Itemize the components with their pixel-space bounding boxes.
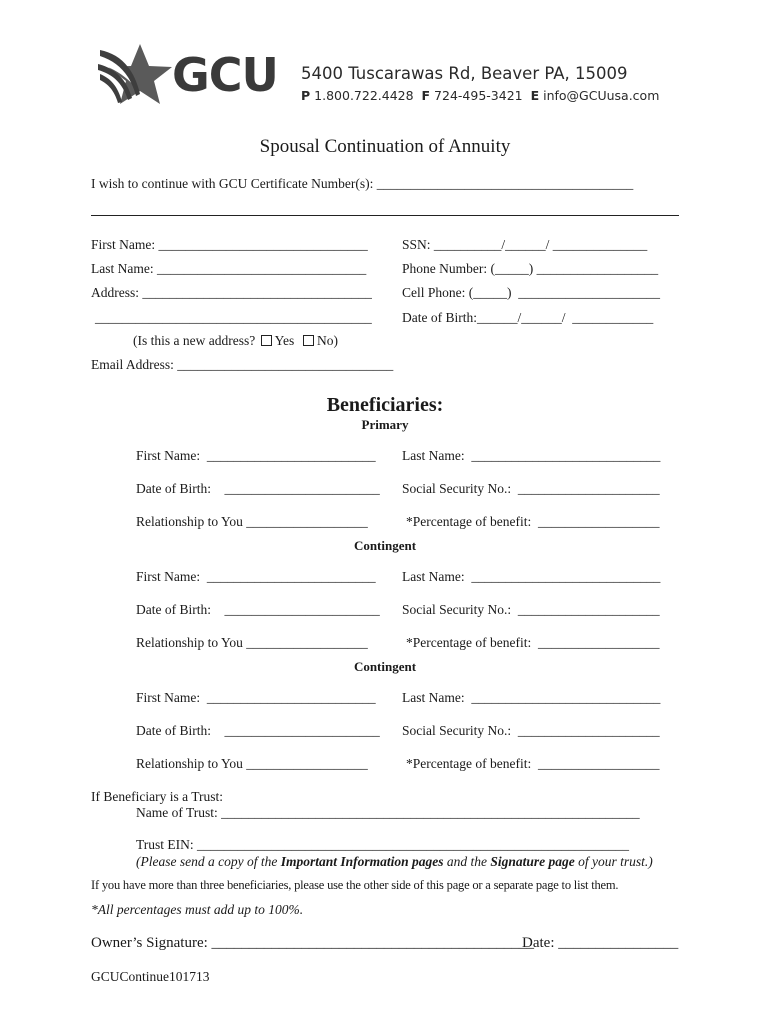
owner-last-name-field[interactable]: Last Name: _______________________________ [91,261,367,276]
trust-note [136,854,653,870]
contingent2-ssn-field[interactable]: Social Security No.: _____________________ [402,723,660,738]
owner-cell-field[interactable]: Cell Phone: (_____) _____________________ [402,285,660,300]
header-contact [301,88,659,103]
contingent-heading-2: Contingent [353,659,417,674]
form-code: GCUContinue101713 [91,969,210,984]
primary-heading: Primary [361,417,409,432]
contingent2-last-name-field[interactable]: Last Name: ____________________________ [402,690,661,705]
more-beneficiaries-note: If you have more than three beneficiaries, please use the other side of this page or a separate page to list them. [91,878,619,892]
contingent2-percentage-field[interactable]: *Percentage of benefit: __________________ [406,756,660,771]
trust-note-signature-page: Signature page [490,854,575,869]
contingent2-relationship-field[interactable]: Relationship to You __________________ [136,756,368,771]
beneficiaries-heading: Beneficiaries: [326,394,444,416]
logo-wordmark: GCU [172,48,278,102]
primary-ssn-field[interactable]: Social Security No.: _____________________ [402,481,660,496]
owner-ssn-field[interactable]: SSN: __________/______/ ______________ [402,237,648,252]
fax-label: F [421,88,431,103]
owner-dob-field[interactable]: Date of Birth:______/______/ ____________ [402,310,654,325]
trust-label: If Beneficiary is a Trust: [91,789,223,804]
percentage-note: *All percentages must add up to 100%. [91,902,304,917]
contingent2-dob-field[interactable]: Date of Birth: _______________________ [136,723,380,738]
primary-last-name-field[interactable]: Last Name: ____________________________ [402,448,661,463]
primary-percentage-field[interactable]: *Percentage of benefit: __________________ [406,514,660,529]
owner-signature-field[interactable]: Owner’s Signature: ___________________________________________ [91,935,535,951]
yes-checkbox[interactable] [261,335,272,346]
star-swoosh-icon [96,40,176,110]
certificate-number-field[interactable]: I wish to continue with GCU Certificate Number(s): ______________________________________ [91,176,634,191]
email-label: E [530,88,540,103]
primary-dob-field[interactable]: Date of Birth: _______________________ [136,481,380,496]
yes-label: Yes [274,333,295,348]
trust-name-field[interactable]: Name of Trust: ______________________________________________________________ [136,805,640,820]
no-checkbox[interactable] [303,335,314,346]
trust-note-important-info: Important Information pages [280,854,444,869]
trust-ein-field[interactable]: Trust EIN: ________________________________________________________________ [136,837,630,852]
contingent2-first-name-field[interactable]: First Name: _________________________ [136,690,376,705]
date-field[interactable]: Date: ________________ [522,935,679,951]
phone-label: P [301,88,311,103]
trust-note-pre: (Please send a copy of the [136,854,281,869]
header-address: 5400 Tuscarawas Rd, Beaver PA, 15009 [301,64,628,83]
contingent1-dob-field[interactable]: Date of Birth: _______________________ [136,602,380,617]
certificate-blank-line[interactable] [91,215,679,216]
contingent1-percentage-field[interactable]: *Percentage of benefit: __________________ [406,635,660,650]
owner-email-field[interactable]: Email Address: ________________________________ [91,357,394,372]
contingent1-first-name-field[interactable]: First Name: _________________________ [136,569,376,584]
contingent1-last-name-field[interactable]: Last Name: ____________________________ [402,569,661,584]
trust-note-mid: and the [443,854,491,869]
owner-address-field[interactable]: Address: __________________________________ [91,285,372,300]
primary-relationship-field[interactable]: Relationship to You __________________ [136,514,368,529]
gcu-logo [96,40,286,110]
new-address-label: (Is this a new address? [133,333,256,348]
fax-number: 724-495-3421 [434,88,523,103]
contingent1-ssn-field[interactable]: Social Security No.: _____________________ [402,602,660,617]
owner-phone-field[interactable]: Phone Number: (_____) __________________ [402,261,659,276]
owner-first-name-field[interactable]: First Name: _______________________________ [91,237,368,252]
trust-note-post: of your trust.) [574,854,653,869]
email-address: info@GCUusa.com [543,88,660,103]
no-label: No) [317,333,338,348]
phone-number: 1.800.722.4428 [314,88,414,103]
new-address-question [133,333,338,349]
owner-address2-field[interactable]: _________________________________________ [95,310,372,325]
contingent-heading-1: Contingent [353,538,417,553]
contingent1-relationship-field[interactable]: Relationship to You __________________ [136,635,368,650]
form-title: Spousal Continuation of Annuity [259,136,511,157]
primary-first-name-field[interactable]: First Name: _________________________ [136,448,376,463]
